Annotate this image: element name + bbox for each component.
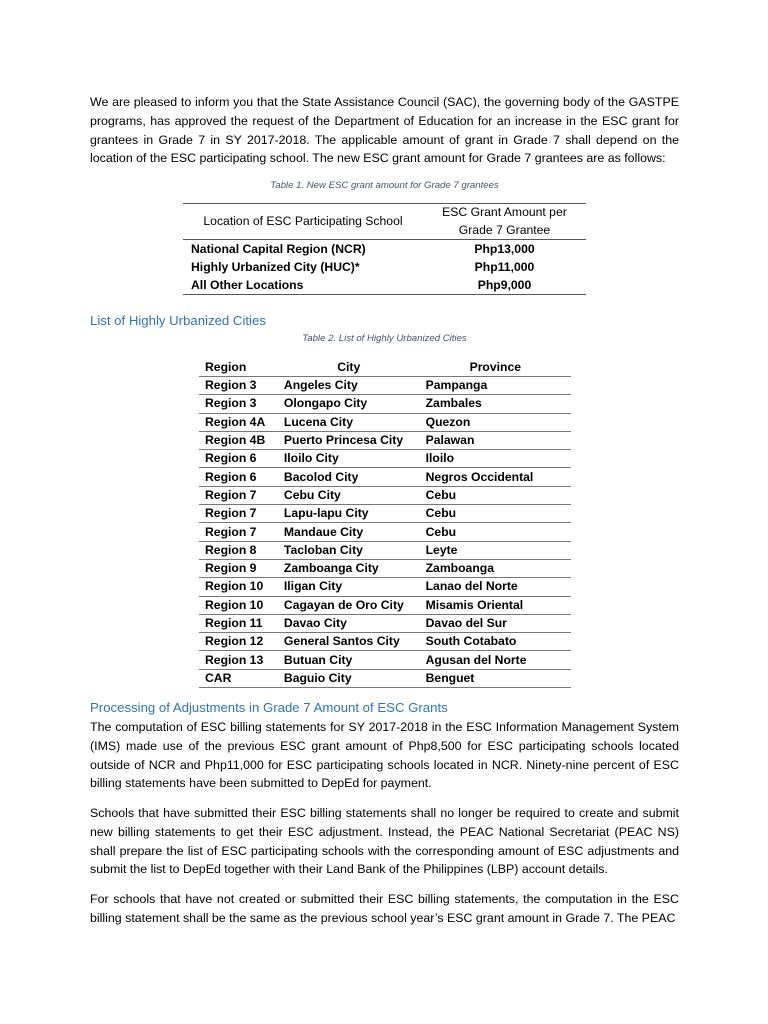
table-row (199, 468, 571, 486)
province-cell: Quezon (420, 413, 571, 431)
province-cell: Iloilo (420, 450, 571, 468)
city-cell: Iloilo City (278, 450, 420, 468)
city-cell: Mandaue City (278, 523, 420, 541)
province-cell: Pampanga (420, 377, 571, 395)
province-cell: Lanao del Norte (420, 578, 571, 596)
city-cell: Cebu City (278, 486, 420, 504)
city-cell: Cagayan de Oro City (278, 596, 420, 614)
province-cell: Negros Occidental (420, 468, 571, 486)
province-cell: Zamboanga (420, 559, 571, 577)
province-cell: Zambales (420, 395, 571, 413)
region-cell: Region 6 (199, 468, 278, 486)
region-cell: Region 11 (199, 614, 278, 632)
city-cell: Puerto Princesa City (278, 431, 420, 449)
processing-paragraph-2: Schools that have submitted their ESC billing statements shall no longer be required to create and submit new billing statements to get their ESC adjustment. Instead, the PEAC National Secretariat (PEAC NS) shall prepare the list of ESC participating schools with the corresponding amount of ESC adjustments and submit the list to DepEd together with their Land Bank of the Philippines (LBP) account details. (90, 806, 679, 877)
city-cell: Butuan City (278, 651, 420, 669)
province-cell: Cebu (420, 486, 571, 504)
region-cell: Region 4A (199, 413, 278, 431)
province-cell: Benguet (420, 669, 571, 687)
region-cell: Region 13 (199, 651, 278, 669)
region-cell: Region 8 (199, 541, 278, 559)
table-row (199, 413, 571, 431)
table-row (199, 578, 571, 596)
region-cell: Region 6 (199, 450, 278, 468)
table-row (199, 523, 571, 541)
region-cell: Region 7 (199, 523, 278, 541)
table-row (199, 450, 571, 468)
region-cell: Region 3 (199, 395, 278, 413)
province-cell: Leyte (420, 541, 571, 559)
table1-amount-cell: Php9,000 (423, 276, 586, 295)
table-row (199, 633, 571, 651)
province-cell: Agusan del Norte (420, 651, 571, 669)
province-cell: Cebu (420, 505, 571, 523)
table2-header-province: Province (420, 358, 571, 377)
city-cell: Davao City (278, 614, 420, 632)
region-cell: Region 9 (199, 559, 278, 577)
region-cell: CAR (199, 669, 278, 687)
city-cell: Iligan City (278, 578, 420, 596)
table-row (199, 596, 571, 614)
table2-body (199, 377, 571, 688)
table2-header-city: City (278, 358, 420, 377)
table-row (199, 395, 571, 413)
province-cell: Davao del Sur (420, 614, 571, 632)
region-cell: Region 12 (199, 633, 278, 651)
province-cell: Palawan (420, 431, 571, 449)
region-cell: Region 7 (199, 486, 278, 504)
table1-header-row (183, 204, 586, 240)
intro-paragraph: We are pleased to inform you that the State Assistance Council (SAC), the governing body of the GASTPE programs, has approved the request of the Department of Education for an increase in the ESC grant for grantees in Grade 7 in SY 2017-2018. The applicable amount of grant in Grade 7 shall depend on the location of the ESC participating school. The new ESC grant amount for Grade 7 grantees are as follows: (90, 95, 679, 166)
table1-location-cell: All Other Locations (183, 276, 423, 295)
region-cell: Region 7 (199, 505, 278, 523)
city-cell: Bacolod City (278, 468, 420, 486)
province-cell: Cebu (420, 523, 571, 541)
table-row (199, 559, 571, 577)
city-cell: Olongapo City (278, 395, 420, 413)
table-row (183, 276, 586, 295)
table1-caption: Table 1. New ESC grant amount for Grade 7 grantees (270, 180, 499, 191)
table1-location-cell: Highly Urbanized City (HUC)* (191, 260, 360, 274)
table-row (199, 505, 571, 523)
table-row (183, 240, 586, 259)
processing-paragraph-1: The computation of ESC billing statements for SY 2017-2018 in the ESC Information Management System (IMS) made use of the previous ESC grant amount of Php8,500 for ESC participating schools located outside of NCR and Php11,000 for ESC participating schools located in NCR. Ninety-nine percent of ESC billing statements have been submitted to DepEd for payment. (90, 720, 679, 791)
table2-header-row (199, 358, 571, 377)
table-row (199, 486, 571, 504)
processing-paragraph-3: For schools that have not created or submitted their ESC billing statements, the computation in the ESC billing statement shall be the same as the previous school year’s ESC grant amount in Grade 7. The PEAC (90, 892, 679, 925)
table-row (183, 258, 586, 276)
table-row (199, 377, 571, 395)
city-cell: General Santos City (278, 633, 420, 651)
table1-amount-cell: Php13,000 (474, 242, 535, 256)
table-row (199, 614, 571, 632)
table1-header-location: Location of ESC Participating School (183, 204, 423, 240)
city-cell: Angeles City (278, 377, 420, 395)
section-heading-huc: List of Highly Urbanized Cities (90, 313, 266, 328)
table1-header-amount: ESC Grant Amount per Grade 7 Grantee (423, 204, 586, 240)
table2-header-region: Region (199, 358, 278, 377)
table-row (199, 541, 571, 559)
city-cell: Lapu-lapu City (278, 505, 420, 523)
region-cell: Region 4B (199, 431, 278, 449)
region-cell: Region 3 (199, 377, 278, 395)
table-row (199, 669, 571, 687)
region-cell: Region 10 (199, 596, 278, 614)
table-row (199, 651, 571, 669)
table1-amount-cell: Php11,000 (474, 260, 535, 274)
table2-caption: Table 2. List of Highly Urbanized Cities (302, 333, 467, 344)
province-cell: South Cotabato (420, 633, 571, 651)
table1-location-cell: National Capital Region (NCR) (191, 242, 366, 256)
region-cell: Region 10 (199, 578, 278, 596)
table-row (199, 431, 571, 449)
huc-table (199, 358, 571, 688)
city-cell: Zamboanga City (278, 559, 420, 577)
section-heading-processing: Processing of Adjustments in Grade 7 Amount of ESC Grants (90, 700, 448, 715)
city-cell: Lucena City (278, 413, 420, 431)
province-cell: Misamis Oriental (420, 596, 571, 614)
city-cell: Baguio City (278, 669, 420, 687)
grant-amount-table (183, 203, 586, 295)
city-cell: Tacloban City (278, 541, 420, 559)
